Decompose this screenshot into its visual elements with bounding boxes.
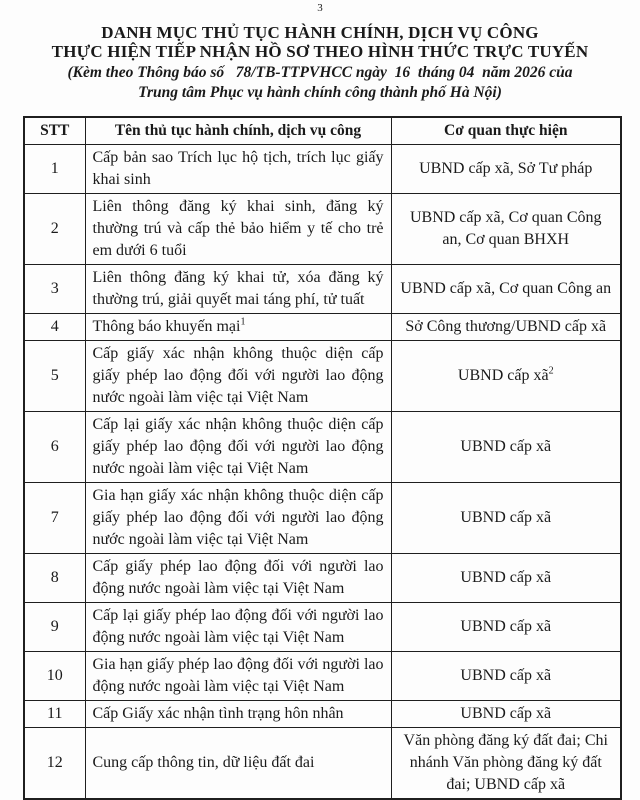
- document-title-line2: THỰC HIỆN TIẾP NHẬN HỒ SƠ THEO HÌNH THỨC TRỰC TUYẾN: [51, 42, 589, 61]
- table-header-row: [24, 117, 621, 145]
- procedure-name-cell: Gia hạn giấy phép lao động đối với người lao động nước ngoài làm việc tại Việt Nam: [85, 652, 391, 701]
- agency-cell: UBND cấp xã, Sở Tư pháp: [391, 145, 621, 194]
- procedure-name-cell: Liên thông đăng ký khai tử, xóa đăng ký thường trú, giải quyết mai táng phí, tử tuất: [85, 265, 391, 314]
- agency-cell: UBND cấp xã, Cơ quan Công an: [391, 265, 621, 314]
- row-number-cell: 9: [24, 603, 85, 652]
- agency-cell: UBND cấp $xã^2$: [391, 341, 621, 412]
- agency-cell: UBND cấp xã: [391, 483, 621, 554]
- procedure-name-cell: Cung cấp thông tin, dữ liệu đất đai: [85, 728, 391, 800]
- row-number-cell: 8: [24, 554, 85, 603]
- header-stt: STT: [24, 117, 85, 145]
- footnote-reference: 1: [240, 316, 246, 328]
- table-row: [24, 483, 621, 554]
- agency-cell: UBND cấp xã, Cơ quan Công an, Cơ quan BHXH: [391, 194, 621, 265]
- row-number-cell: 2: [24, 194, 85, 265]
- table-row: [24, 341, 621, 412]
- table-row: [24, 314, 621, 341]
- table-row: [24, 603, 621, 652]
- header-procedure-name: Tên thủ tục hành chính, dịch vụ công: [85, 117, 391, 145]
- row-number-cell: 1: [24, 145, 85, 194]
- table-row: [24, 265, 621, 314]
- row-number-cell: 5: [24, 341, 85, 412]
- table-body: [24, 145, 621, 800]
- table-row: [24, 554, 621, 603]
- procedure-name-cell: Cấp lại giấy phép lao động đối với người lao động nước ngoài làm việc tại Việt Nam: [85, 603, 391, 652]
- procedure-name-cell: Cấp bản sao Trích lục hộ tịch, trích lục giấy khai sinh: [85, 145, 391, 194]
- agency-cell: Văn phòng đăng ký đất đai; Chi nhánh Văn phòng đăng ký đất đai; UBND cấp xã: [391, 728, 621, 800]
- procedure-name-cell: Cấp giấy phép lao động đối với người lao động nước ngoài làm việc tại Việt Nam: [85, 554, 391, 603]
- row-number-cell: 12: [24, 728, 85, 800]
- row-number-cell: 10: [24, 652, 85, 701]
- procedure-name-cell: Gia hạn giấy xác nhận không thuộc diện cấp giấy phép lao động đối với người lao động nước ngoài làm việc tại Việt Nam: [85, 483, 391, 554]
- agency-cell: UBND cấp xã: [391, 412, 621, 483]
- agency-cell: UBND cấp xã: [391, 603, 621, 652]
- table-row: [24, 194, 621, 265]
- procedure-name-cell: Cấp Giấy xác nhận tình trạng hôn nhân: [85, 701, 391, 728]
- row-number-cell: 11: [24, 701, 85, 728]
- agency-cell: Sở Công thương/UBND cấp xã: [391, 314, 621, 341]
- row-number-cell: 7: [24, 483, 85, 554]
- row-number-cell: 4: [24, 314, 85, 341]
- table-row: [24, 701, 621, 728]
- procedure-name-cell: Cấp giấy xác nhận không thuộc diện cấp giấy phép lao động đối với người lao động nước ngoài làm việc tại Việt Nam: [85, 341, 391, 412]
- table-row: [24, 728, 621, 800]
- procedure-name-cell: Thông báo khuyến mại$^1$: [85, 314, 391, 341]
- agency-cell: UBND cấp xã: [391, 701, 621, 728]
- header-agency: Cơ quan thực hiện: [391, 117, 621, 145]
- procedure-name-cell: Liên thông đăng ký khai sinh, đăng ký thường trú và cấp thẻ bảo hiểm y tế cho trẻ em dưới 6 tuổi: [85, 194, 391, 265]
- page-number: 3: [317, 2, 323, 14]
- document-subtitle-line1: (Kèm theo Thông báo số 78/TB-TTPVHCC ngày 16 tháng 04 năm 2026 của: [67, 64, 573, 81]
- table-row: [24, 412, 621, 483]
- procedures-table: [23, 116, 622, 800]
- document-subtitle-line2: Trung tâm Phục vụ hành chính công thành phố Hà Nội): [138, 83, 502, 101]
- agency-cell: UBND cấp xã: [391, 554, 621, 603]
- footnote-reference: 2: [548, 365, 554, 377]
- table-row: [24, 652, 621, 701]
- row-number-cell: 6: [24, 412, 85, 483]
- document-title-line1: DANH MỤC THỦ TỤC HÀNH CHÍNH, DỊCH VỤ CÔNG: [101, 23, 539, 42]
- table-row: [24, 145, 621, 194]
- procedure-name-cell: Cấp lại giấy xác nhận không thuộc diện cấp giấy phép lao động đối với người lao động nước ngoài làm việc tại Việt Nam: [85, 412, 391, 483]
- row-number-cell: 3: [24, 265, 85, 314]
- agency-cell: UBND cấp xã: [391, 652, 621, 701]
